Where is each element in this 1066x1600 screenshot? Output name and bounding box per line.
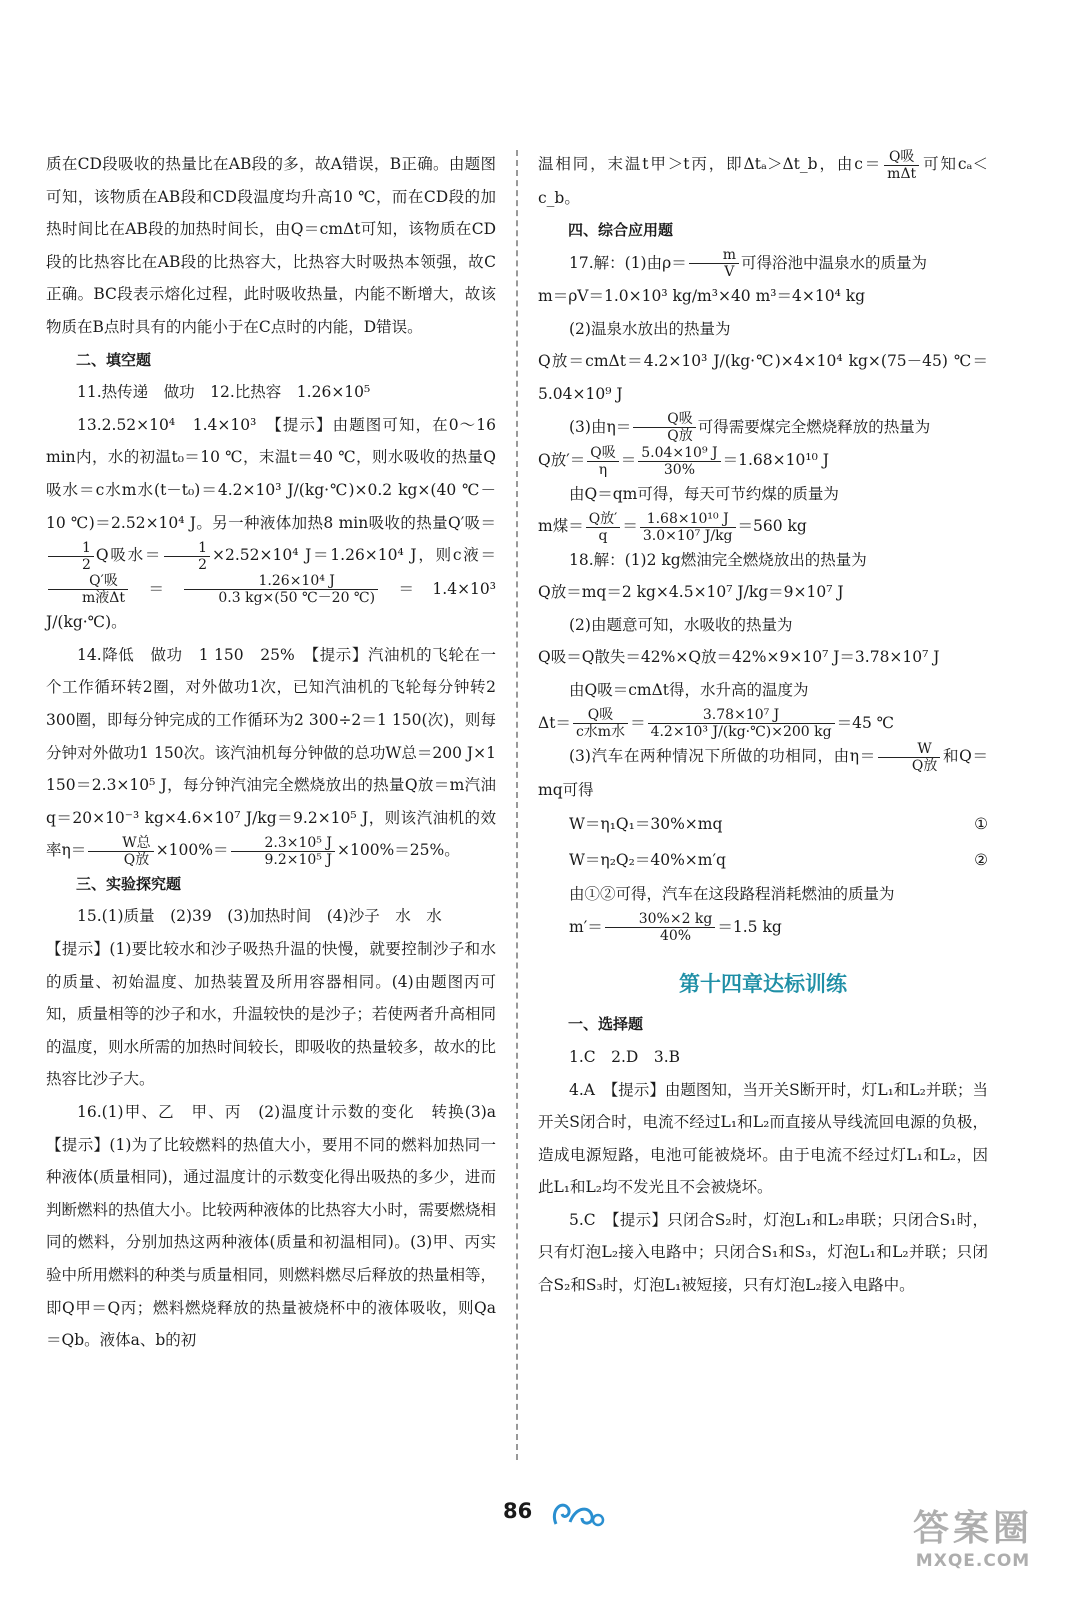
fraction: $\frac{\text{Q放′}}{q}$ xyxy=(586,511,621,544)
fraction: $\frac{m}{V}$ xyxy=(689,247,739,280)
fraction: $\frac{\text{1.26×10⁴ J}}{0.3 kg\times(50 ℃-20 ℃)}$ xyxy=(184,573,378,606)
fraction: $\frac{\text{1.68×10¹⁰ J}}{\text{3.0×10⁷ J/kg}}$ xyxy=(640,511,736,544)
wave-ornament-icon xyxy=(548,1496,608,1530)
equation-temperature-rise: Δt＝ $\frac{\text{Q吸}}{\text{c水m水}}$ ＝ $\frac{\text{3.78×10⁷ J}}{\text{4.2×10³ J/(kg·℃)×200 kg}}$ ＝45 ℃ xyxy=(538,707,895,741)
answer-14: 14.降低 做功 1 150 25% 【提示】汽油机的飞轮在一个工作循环转2圈，对外做功1次，已知汽油机的飞轮每分钟转2 300圈，即每分钟完成的工作循环为2 300÷2＝1 150(次)，则每分钟对外做功1 150次。该汽油机每分钟做的总功W总＝200 J×1 150＝2.3×10⁵ J，每分钟汽油完全燃烧放出的热量Q放＝m汽油q＝20×10⁻³ kg×4.6×10⁷ J/kg＝9.2×10⁵ J，则该汽油机的效率η＝ $\frac{\text{W总}}{\text{Q放}}$ ×100%＝ $\frac{\text{2.3×10⁵ J}}{\text{9.2×10⁵ J}}$ ×100%＝25%。 xyxy=(46,645,496,868)
fraction: $\frac{\text{2.3×10⁵ J}}{\text{9.2×10⁵ J}}$ xyxy=(231,835,335,868)
section-choice-heading: 一、选择题 xyxy=(568,1015,644,1034)
fraction: $\frac{\text{3.78×10⁷ J}}{\text{4.2×10³ J/(kg·℃)×200 kg}}$ xyxy=(648,707,835,740)
answer-17-part4: 由Q＝qm可得，每天可节约煤的质量为 xyxy=(569,484,839,503)
equation-fuel-mass: m′＝ $\frac{30\%\times 2 kg}{40\%}$ ＝1.5 kg xyxy=(569,911,782,945)
equation-water-heat: Q吸＝Q散失＝42%×Q放＝42%×9×10⁷ J＝3.78×10⁷ J xyxy=(538,648,940,667)
left-column xyxy=(46,148,512,1357)
section-fill-blank-heading: 二、填空题 xyxy=(76,350,152,369)
watermark-logo xyxy=(898,1500,1048,1580)
equation-mass: m＝ρV＝1.0×10³ kg/m³×40 m³＝4×10⁴ kg xyxy=(538,287,866,306)
fraction: $\frac{\text{W总}}{\text{Q放}}$ xyxy=(88,835,153,868)
equation-number: ② xyxy=(974,851,988,870)
fraction: $\frac{30\%\times 2 kg}{40\%}$ xyxy=(605,911,716,944)
watermark-text: 答案圈 xyxy=(912,1508,1033,1549)
answer-17-part2: (2)温泉水放出的热量为 xyxy=(569,319,731,338)
equation-2: W＝η₂Q₂＝40%×m′q ② xyxy=(538,842,988,878)
fraction: $\frac{W}{\text{Q放}}$ xyxy=(878,741,940,774)
section-application-heading: 四、综合应用题 xyxy=(568,221,674,240)
fraction: $\frac{\text{Q′吸}}{\text{m液Δt}}$ xyxy=(48,573,128,606)
column-divider xyxy=(516,150,518,1460)
fraction: $\frac{\text{Q吸}}{\text{mΔt}}$ xyxy=(884,149,919,182)
fraction: $\frac{\text{5.04×10⁹ J}}{30\%}$ xyxy=(638,445,720,478)
answer-5: 5.C 【提示】只闭合S₂时，灯泡L₁和L₂串联；只闭合S₁时，只有灯泡L₂接入电路中；只闭合S₁和S₃，灯泡L₁和L₂并联；只闭合S₂和S₃时，灯泡L₁被短接，只有灯泡L₂接入电路中。 xyxy=(538,1210,988,1295)
answer-11-12: 11.热传递 做功 12.比热容 1.26×10⁵ xyxy=(77,383,371,402)
answer-16-continued: 温相同，末温t甲＞t丙，即Δtₐ＞Δt_b，由c＝ $\frac{\text{Q吸}}{\text{mΔt}}$ 可知cₐ＜c_b。 xyxy=(538,148,988,207)
answer-18-part1: 18.解：(1)2 kg燃油完全燃烧放出的热量为 xyxy=(569,550,867,569)
answer-18-part5: 由①②可得，汽车在这段路程消耗燃油的质量为 xyxy=(569,885,895,904)
answer-17-part3: (3)由η＝ $\frac{\text{Q吸}}{\text{Q放}}$ 可得需要煤完全燃烧释放的热量为 xyxy=(569,411,931,445)
answer-15-tip: 【提示】(1)要比较水和沙子吸热升温的快慢，就要控制沙子和水的质量、初始温度、加热装置及所用容器相同。(4)由题图丙可知，质量相等的沙子和水，升温较快的是沙子；若使两者升高相同的温度，则水所需的加热时间较长，即吸收的热量较多，故水的比热容比沙子大。 xyxy=(46,939,496,1089)
answer-17-part1: 17.解：(1)由ρ＝ $\frac{m}{V}$ 可得浴池中温泉水的质量为 xyxy=(569,247,928,281)
fraction: $\frac{\text{Q吸}}{\eta}$ xyxy=(587,445,618,478)
right-column xyxy=(538,148,988,1302)
section-experiment-heading: 三、实验探究题 xyxy=(76,874,182,893)
answer-18-part4: (3)汽车在两种情况下所做的功相同，由η＝ $\frac{W}{\text{Q放}}$ 和Q＝mq可得 xyxy=(538,740,988,799)
chapter-title: 第十四章达标训练 xyxy=(679,972,847,997)
fraction: $\frac{\text{Q吸}}{\text{Q放}}$ xyxy=(633,411,695,444)
answer-1-3: 1.C 2.D 3.B xyxy=(569,1047,681,1066)
equation-1: W＝η₁Q₁＝30%×mq ① xyxy=(538,806,988,842)
fraction: $\frac{\text{Q吸}}{\text{c水m水}}$ xyxy=(573,707,628,740)
equation-coal-heat: Q放′＝ $\frac{\text{Q吸}}{\eta}$ ＝ $\frac{\text{5.04×10⁹ J}}{30\%}$ ＝1.68×10¹⁰ J xyxy=(538,444,829,478)
watermark-url: MXQE.COM xyxy=(915,1551,1031,1571)
equation-coal-mass: m煤＝ $\frac{\text{Q放′}}{q}$ ＝ $\frac{\text{1.68×10¹⁰ J}}{\text{3.0×10⁷ J/kg}}$ ＝560 kg xyxy=(538,510,807,544)
equation-heat-released: Q放＝cmΔt＝4.2×10³ J/(kg·℃)×4×10⁴ kg×(75－45) ℃＝5.04×10⁹ J xyxy=(538,352,988,403)
answer-18-part3: 由Q吸＝cmΔt得，水升高的温度为 xyxy=(569,681,809,700)
page-number: 86 xyxy=(503,1499,533,1523)
answer-16: 16.(1)甲、乙 甲、丙 (2)温度计示数的变化 转换(3)a 【提示】(1)为了比较燃料的热值大小，要用不同的燃料加热同一种液体(质量相同)，通过温度计的示数变化得出吸热的多少，进而判断燃料的热值大小。比较两种液体的比热容大小时，需要燃烧相同的燃料，分别加热这两种液体(质量和初温相同)。(3)甲、丙实验中所用燃料的种类与质量相同，则燃料燃尽后释放的热量相等，即Q甲＝Q丙；燃料燃烧释放的热量被烧杯中的液体吸收，则Qa＝Qb。液体a、b的初 xyxy=(46,1102,512,1350)
answer-4: 4.A 【提示】由题图知，当开关S断开时，灯L₁和L₂并联；当开关S闭合时，电流不经过L₁和L₂而直接从导线流回电源的负极，造成电源短路，电池可能被烧坏。由于电流不经过灯L₁和L₂，因此L₁和L₂均不发光且不会被烧坏。 xyxy=(538,1080,988,1197)
equation-fuel-heat: Q放＝mq＝2 kg×4.5×10⁷ J/kg＝9×10⁷ J xyxy=(538,583,844,602)
fraction: $\frac{1}{2}$ xyxy=(164,540,210,573)
answer-10-continued: 质在CD段吸收的热量比在AB段的多，故A错误，B正确。由题图可知，该物质在AB段和CD段温度均升高10 ℃，而在CD段的加热时间比在AB段的加热时间长，由Q＝cmΔt可知，该物质在CD段的比热容比在AB段的比热容大，比热容大时吸热本领强，故C正确。BC段表示熔化过程，此时吸收热量，内能不断增大，故该物质在B点时具有的内能小于在C点时的内能，D错误。 xyxy=(46,155,496,336)
fraction: $\frac{1}{2}$ xyxy=(48,540,94,573)
equation-number: ① xyxy=(974,815,988,834)
answer-13: 13.2.52×10⁴ 1.4×10³ 【提示】由题图可知，在0～16 min内，水的初温t₀＝10 ℃，末温t＝40 ℃，则水吸收的热量Q吸水＝c水m水(t－t₀)＝4.2×10³ J/(kg·℃)×0.2 kg×(40 ℃－10 ℃)＝2.52×10⁴ J。另一种液体加热8 min吸收的热量Q′吸＝ $\frac{1}{2}$ Q吸水＝ $\frac{1}{2}$ ×2.52×10⁴ J＝1.26×10⁴ J，则c液＝ $\frac{\text{Q′吸}}{\text{m液Δt}}$ ＝ $\frac{\text{1.26×10⁴ J}}{0.3 kg\times(50 ℃-20 ℃)}$ ＝1.4×10³ J/(kg·℃)。 xyxy=(46,415,496,632)
answer-15: 15.(1)质量 (2)39 (3)加热时间 (4)沙子 水 水 xyxy=(77,907,442,926)
answer-18-part2: (2)由题意可知，水吸收的热量为 xyxy=(569,615,793,634)
